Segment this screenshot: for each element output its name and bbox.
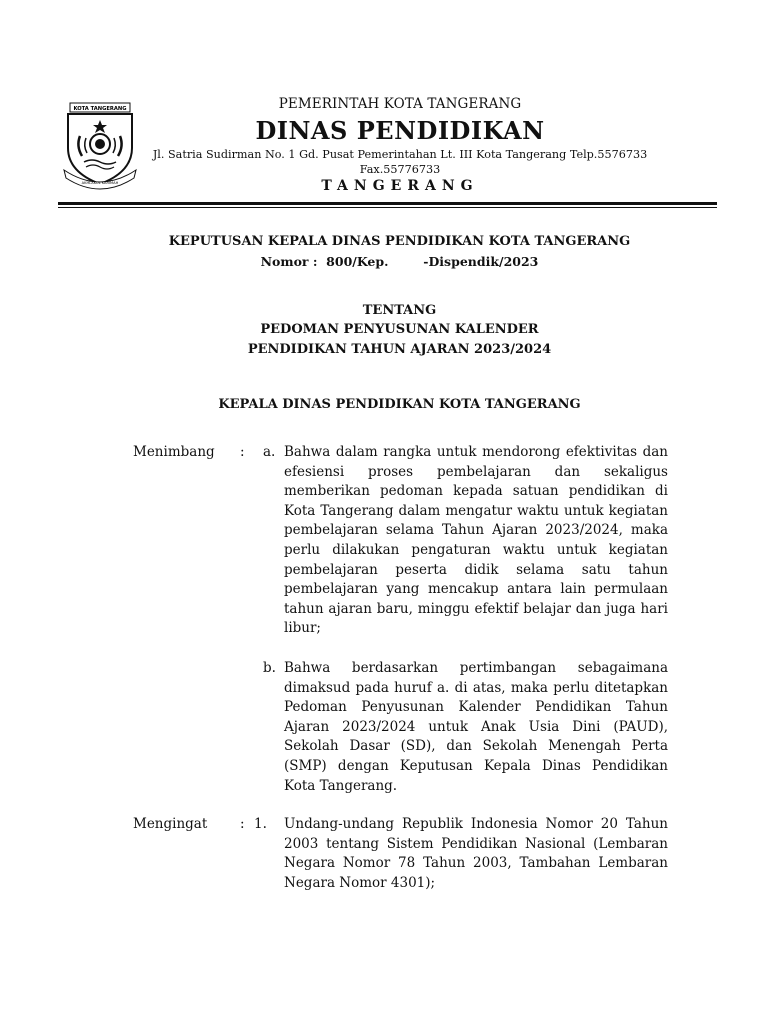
menimbang-label: Menimbang bbox=[133, 444, 215, 460]
mengingat-label: Mengingat bbox=[133, 816, 208, 832]
mengingat-colon: : bbox=[240, 816, 245, 832]
subject-line-1: PEDOMAN PENYUSUNAN KALENDER bbox=[260, 322, 539, 337]
menimbang-colon: : bbox=[240, 444, 245, 460]
emblem-caption: KOTA TANGERANG bbox=[73, 106, 127, 112]
about-label: TENTANG bbox=[362, 303, 437, 318]
agency-name: DINAS PENDIDIKAN bbox=[255, 116, 545, 145]
menimbang-paragraph-b: Bahwa berdasarkan pertimbangan sebagaimana dimaksud pada huruf a. di atas, maka perlu ditetapkan Pedoman Penyusunan Kalender Pendidikan Tahun Ajaran 2023/2024 untuk Anak Usia Dini (PAUD), Sekolah Dasar (SD), dan Sekolah Menengah Perta (SMP) dengan Keputusan Kepala Dinas Pendidikan Kota Tangerang. bbox=[284, 660, 668, 794]
menimbang-marker-a: a. bbox=[263, 444, 276, 460]
letterhead-rule-thin bbox=[58, 207, 717, 208]
mengingat-paragraph-1: Undang-undang Republik Indonesia Nomor 20 Tahun 2003 tentang Sistem Pendidikan Nasional (Lembaran Negara Nomor 78 Tahun 2003, Tambahan Lembaran Negara Nomor 4301); bbox=[284, 816, 668, 891]
city-emblem bbox=[62, 100, 138, 190]
decree-number: Nomor : 800/Kep. -Dispendik/2023 bbox=[260, 254, 539, 269]
menimbang-paragraph-a: Bahwa dalam rangka untuk mendorong efektivitas dan efesiensi proses pembelajaran dan sekaligus memberikan pedoman kepada satuan pendidikan di Kota Tangerang dalam mengatur waktu untuk kegiatan pembelajaran selama Tahun Ajaran 2023/2024, maka perlu dilakukan pengaturan waktu untuk kegiatan pembelajaran peserta didik selama satu tahun pembelajaran yang mencakup antara lain permulaan tahun ajaran baru, minggu efektif belajar dan juga hari libur; bbox=[284, 444, 668, 637]
agency-address bbox=[140, 147, 660, 177]
government-name: PEMERINTAH KOTA TANGERANG bbox=[278, 96, 522, 112]
emblem-motto: AKHLAKUL KARIMAH bbox=[81, 181, 119, 185]
address-line-1: Jl. Satria Sudirman No. 1 Gd. Pusat Pemerintahan Lt. III Kota Tangerang Telp.5576733 bbox=[152, 148, 648, 161]
city-name: TANGERANG bbox=[321, 178, 479, 194]
address-line-2: Fax.55776733 bbox=[359, 163, 441, 176]
decree-title: KEPUTUSAN KEPALA DINAS PENDIDIKAN KOTA TANGERANG bbox=[168, 234, 631, 249]
subject-line-2: PENDIDIKAN TAHUN AJARAN 2023/2024 bbox=[247, 342, 552, 357]
issuer-title: KEPALA DINAS PENDIDIKAN KOTA TANGERANG bbox=[218, 397, 581, 412]
letterhead-rule-thick bbox=[58, 202, 717, 205]
mengingat-marker-1: 1. bbox=[254, 816, 267, 832]
menimbang-marker-b: b. bbox=[263, 660, 276, 676]
